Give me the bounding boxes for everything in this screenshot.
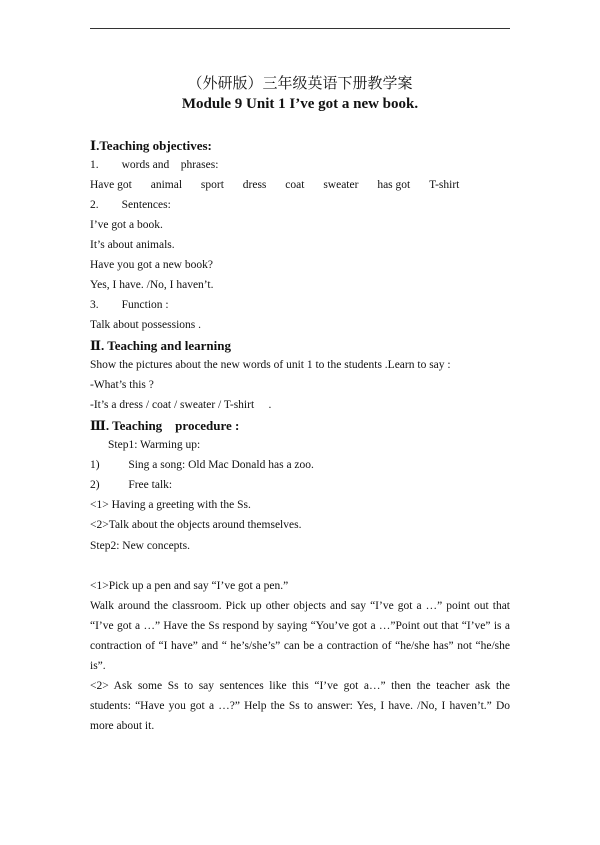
word: animal — [150, 179, 183, 191]
title-chinese: （外研版）三年级英语下册教学案 — [187, 76, 413, 92]
word: Have got — [90, 179, 132, 191]
procedure-item-2: 2) Free talk: — [90, 479, 173, 491]
word: dress — [242, 179, 267, 191]
word: sport — [200, 179, 224, 191]
sentence: Yes, I have. /No, I haven’t. — [90, 279, 214, 291]
word: coat — [285, 179, 305, 191]
header-rule — [90, 28, 510, 29]
sentence: It’s about animals. — [90, 239, 175, 251]
learning-line: Show the pictures about the new words of unit 1 to the students .Learn to say : — [90, 359, 451, 371]
word: T-shirt — [429, 179, 460, 191]
word-list — [90, 178, 475, 192]
section3-heading: Ⅲ. Teaching procedure : — [90, 418, 240, 433]
word: sweater — [323, 179, 359, 191]
paragraph: Walk around the classroom. Pick up other objects and say “I’ve got a …” point out that “I’ve got a …” Have the Ss respond by saying “You’ve got a …”Point out that “I’ve” is a contraction of “I have” and “ he’s/she’s” can be a contraction of “he/she has” not “he/she is”. — [90, 600, 510, 672]
step1-label: Step1: Warming up: — [108, 439, 201, 451]
learning-line: -What’s this ? — [90, 379, 154, 391]
learning-line: -It’s a dress / coat / sweater / T-shirt . — [90, 399, 272, 411]
procedure-subitem: <1> Having a greeting with the Ss. — [90, 499, 251, 511]
procedure-subitem: <1>Pick up a pen and say “I’ve got a pen.” — [90, 580, 289, 592]
word: has got — [377, 179, 411, 191]
function-text: Talk about possessions . — [90, 319, 201, 331]
objective-item-3: 3. Function : — [90, 299, 169, 311]
paragraph: <2> Ask some Ss to say sentences like this “I’ve got a…” then the teacher ask the students: “Have you got a …?” Help the Ss to answer: Yes, I have. /No, I haven’t.” Do more about it. — [90, 680, 510, 732]
title-english: Module 9 Unit 1 I’ve got a new book. — [181, 96, 419, 112]
step2-label: Step2: New concepts. — [90, 540, 190, 552]
objective-item-1: 1. words and phrases: — [90, 159, 219, 171]
procedure-item-1: 1) Sing a song: Old Mac Donald has a zoo. — [90, 459, 314, 471]
procedure-subitem: <2>Talk about the objects around themselves. — [90, 519, 302, 531]
sentence: I’ve got a book. — [90, 219, 163, 231]
objective-item-2: 2. Sentences: — [90, 199, 171, 211]
sentence: Have you got a new book? — [90, 259, 213, 271]
section2-heading: Ⅱ. Teaching and learning — [90, 338, 231, 353]
section1-heading: Ⅰ.Teaching objectives: — [90, 138, 212, 153]
